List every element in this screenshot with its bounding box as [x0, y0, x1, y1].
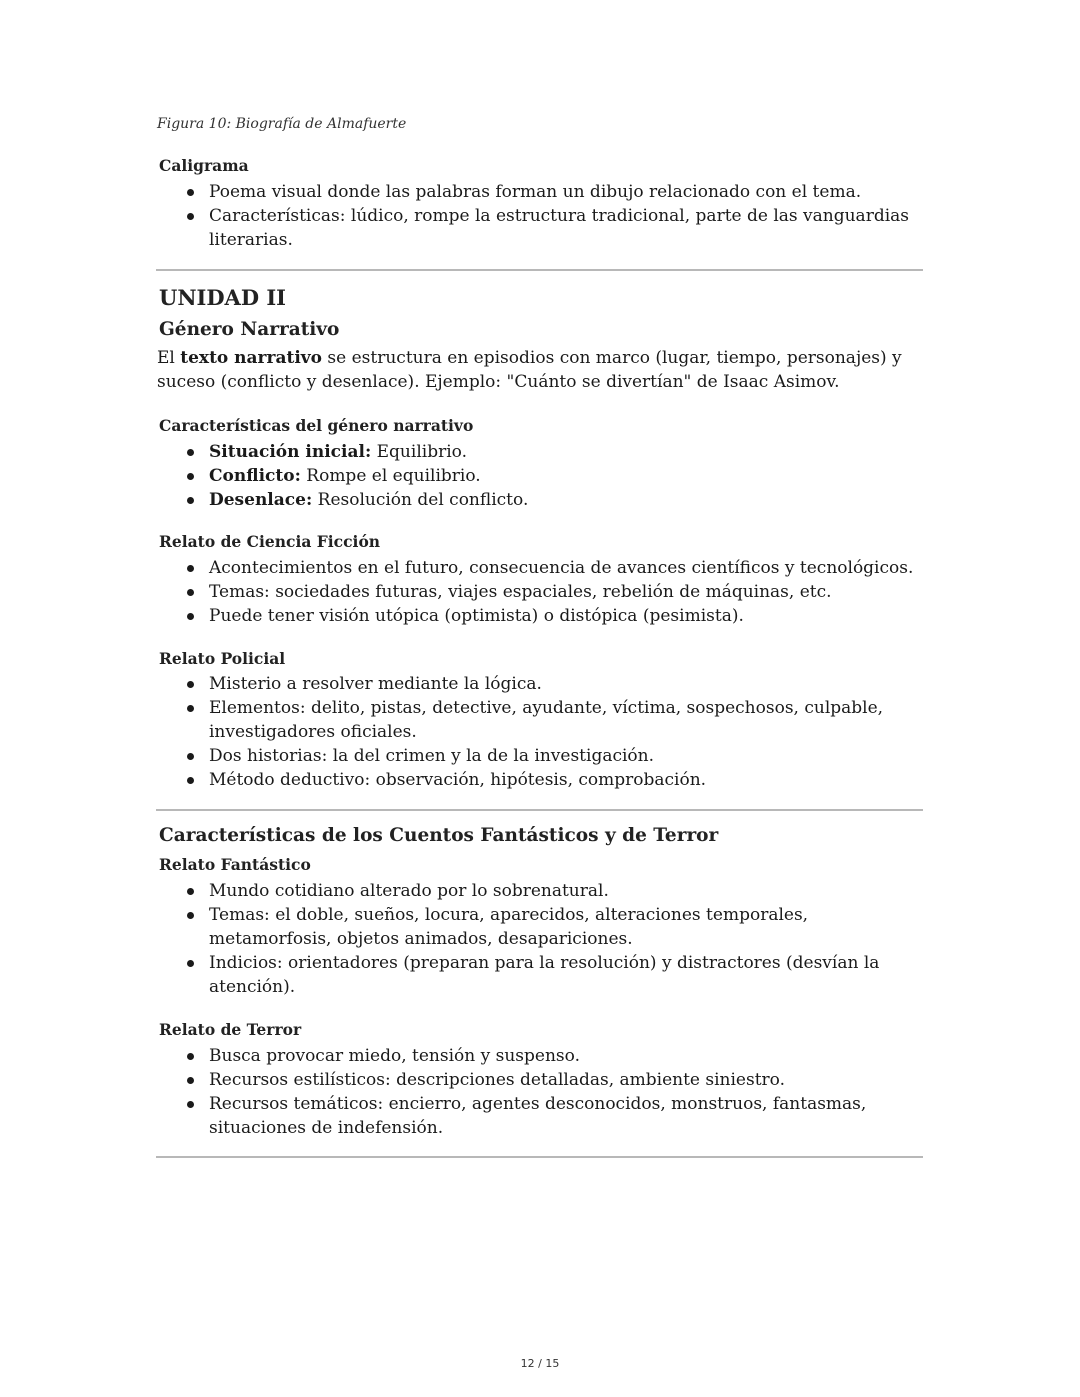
- list-item: Método deductivo: observación, hipótesis, comprobación.: [209, 768, 921, 792]
- list-item: Poema visual donde las palabras forman un dibujo relacionado con el tema.: [209, 180, 921, 204]
- fantastico-heading: Relato Fantástico: [159, 855, 311, 874]
- ciencia-ficcion-heading: Relato de Ciencia Ficción: [159, 532, 381, 551]
- divider: [156, 1156, 923, 1158]
- genero-narrativo-intro: El texto narrativo se estructura en episodios con marco (lugar, tiempo, personajes) y suceso (conflicto y desenlace). Ejemplo: "Cuánto se divertían" de Isaac Asimov.: [157, 348, 902, 392]
- list-item: Puede tener visión utópica (optimista) o distópica (pesimista).: [209, 604, 921, 628]
- caracteristicas-heading: Características del género narrativo: [159, 416, 474, 435]
- unidad-title: UNIDAD II: [159, 285, 287, 310]
- divider: [156, 269, 923, 271]
- list-item: Recursos temáticos: encierro, agentes desconocidos, monstruos, fantasmas, situaciones de indefensión.: [209, 1092, 921, 1140]
- terror-heading: Relato de Terror: [159, 1020, 302, 1039]
- list-item: Dos historias: la del crimen y la de la investigación.: [209, 744, 921, 768]
- list-item: Conflicto: Rompe el equilibrio.: [209, 464, 921, 488]
- list-item: Temas: sociedades futuras, viajes espaciales, rebelión de máquinas, etc.: [209, 580, 921, 604]
- ciencia-ficcion-list: [209, 556, 921, 628]
- fantastico-list: [209, 879, 921, 999]
- list-item: Temas: el doble, sueños, locura, aparecidos, alteraciones temporales, metamorfosis, objetos animados, desapariciones.: [209, 903, 921, 951]
- list-item: Características: lúdico, rompe la estructura tradicional, parte de las vanguardias literarias.: [209, 204, 921, 252]
- page-number: 12 / 15: [520, 1357, 560, 1370]
- genero-narrativo-heading: Género Narrativo: [159, 319, 340, 340]
- list-item: Busca provocar miedo, tensión y suspenso.: [209, 1044, 921, 1068]
- list-item: Misterio a resolver mediante la lógica.: [209, 672, 921, 696]
- fantasticos-heading: Características de los Cuentos Fantásticos y de Terror: [159, 825, 719, 846]
- policial-heading: Relato Policial: [159, 649, 286, 668]
- caligrama-list: [209, 180, 921, 252]
- list-item: Acontecimientos en el futuro, consecuencia de avances científicos y tecnológicos.: [209, 556, 921, 580]
- caligrama-heading: Caligrama: [159, 156, 249, 175]
- list-item: Situación inicial: Equilibrio.: [209, 440, 921, 464]
- list-item: Elementos: delito, pistas, detective, ayudante, víctima, sospechosos, culpable, investigadores oficiales.: [209, 696, 921, 744]
- divider: [156, 809, 923, 811]
- list-item: Indicios: orientadores (preparan para la resolución) y distractores (desvían la atención).: [209, 951, 921, 999]
- list-item: Recursos estilísticos: descripciones detalladas, ambiente siniestro.: [209, 1068, 921, 1092]
- terror-list: [209, 1044, 921, 1140]
- caracteristicas-list: [209, 440, 921, 512]
- figure-caption: Figura 10: Biografía de Almafuerte: [157, 116, 407, 132]
- policial-list: [209, 672, 921, 792]
- list-item: Desenlace: Resolución del conflicto.: [209, 488, 921, 512]
- list-item: Mundo cotidiano alterado por lo sobrenatural.: [209, 879, 921, 903]
